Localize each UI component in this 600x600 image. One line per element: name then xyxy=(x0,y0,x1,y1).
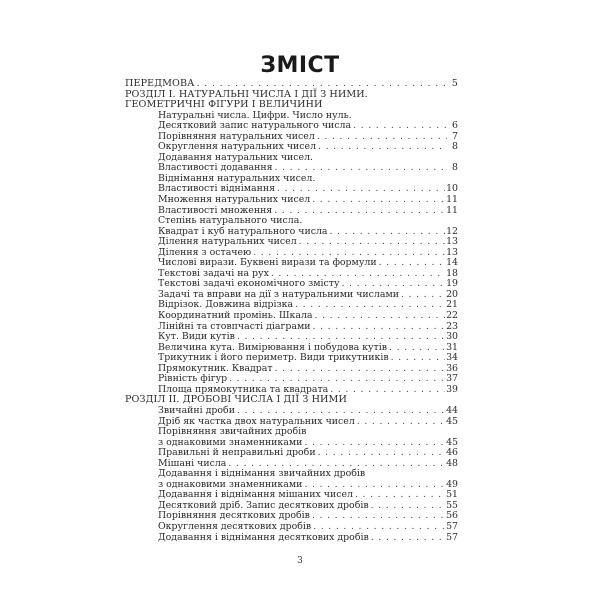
toc-entry-page: 11 xyxy=(446,204,458,216)
toc-entry-page: 10 xyxy=(446,183,458,195)
dot-leader xyxy=(195,79,447,90)
toc-entry-page: 5 xyxy=(451,78,458,89)
toc-entry xyxy=(125,311,458,322)
toc-entry-page: 34 xyxy=(446,352,458,364)
toc-entry-label: РОЗДІЛ ІІ. ДРОБОВІ ЧИСЛА І ДІЇ З НИМИ xyxy=(125,394,347,406)
toc-entry-page: 49 xyxy=(446,478,458,490)
toc-entry-page: 31 xyxy=(446,341,458,353)
dot-leader xyxy=(293,300,445,311)
toc-entry-label: Текстові задачі на рух xyxy=(158,267,269,279)
toc-entry-page: 23 xyxy=(446,320,458,332)
table-of-contents xyxy=(125,79,458,543)
toc-entry-page: 37 xyxy=(446,373,458,385)
page-title: ЗМІСТ xyxy=(260,53,340,78)
dot-leader xyxy=(313,311,446,322)
toc-entry-label: Десятковий дріб. Запис десяткових дробів xyxy=(158,499,369,511)
toc-entry-label: з однаковими знаменниками xyxy=(158,436,303,448)
toc-entry-label: Відрізок. Довжина відрізка xyxy=(158,299,294,311)
dot-leader xyxy=(328,227,446,238)
toc-entry-label: ПЕРЕДМОВА xyxy=(125,78,195,89)
toc-entry-page: 45 xyxy=(446,415,458,427)
toc-entry-label: Мішані числа xyxy=(158,457,227,469)
dot-leader xyxy=(399,290,445,301)
toc-entry-page: 7 xyxy=(452,130,458,142)
toc-entry-page: 46 xyxy=(446,447,458,459)
dot-leader xyxy=(316,142,447,153)
toc-entry xyxy=(125,533,458,544)
toc-entry-label: Віднімання натуральних чисел. xyxy=(158,172,316,184)
toc-entry-page: 6 xyxy=(452,120,458,132)
toc-entry-label: Ділення з остачею xyxy=(158,246,252,258)
toc-entry-label: Додавання і віднімання звичайних дробів xyxy=(158,468,366,480)
toc-entry-page: 14 xyxy=(446,257,458,269)
toc-entry xyxy=(125,406,458,417)
dot-leader xyxy=(310,195,445,206)
dot-leader xyxy=(389,353,445,364)
toc-entry-label: РОЗДІЛ І. НАТУРАЛЬНІ ЧИСЛА І ДІЇ З НИМИ. xyxy=(125,88,368,100)
toc-entry-label: Властивості множення xyxy=(158,204,273,216)
toc-entry xyxy=(125,522,458,533)
dot-leader xyxy=(377,258,445,269)
toc-entry-label: Додавання і віднімання десяткових дробів xyxy=(158,531,369,543)
toc-entry-label: Степінь натурального числа. xyxy=(158,215,303,227)
toc-entry-label: Десятковий запис натурального числа xyxy=(158,120,352,132)
toc-entry-label: з однаковими знаменниками xyxy=(158,478,303,490)
dot-leader xyxy=(369,501,445,512)
toc-entry-label: ГЕОМЕТРИЧНІ ФІГУРИ І ВЕЛИЧИНИ xyxy=(125,99,323,111)
dot-leader xyxy=(387,343,445,354)
toc-entry-page: 13 xyxy=(446,246,458,258)
dot-leader xyxy=(316,448,445,459)
toc-entry-label: Лінійні та стовпчасті діаграми xyxy=(158,320,311,332)
toc-entry-page: 57 xyxy=(446,520,458,532)
toc-entry-page: 22 xyxy=(446,310,458,322)
toc-entry-page: 51 xyxy=(446,489,458,501)
toc-entry-label: Трикутник і його периметр. Види трикутників xyxy=(158,352,389,364)
toc-entry-page: 19 xyxy=(446,278,458,290)
toc-entry-label: Порівняння натуральних чисел xyxy=(158,130,315,142)
toc-entry-label: Округлення десяткових дробів xyxy=(158,520,312,532)
toc-entry-label: Числові вирази. Буквені вирази та формули xyxy=(158,257,377,269)
toc-entry-page: 30 xyxy=(446,331,458,343)
dot-leader xyxy=(369,533,445,544)
toc-entry-label: Округлення натуральних чисел xyxy=(158,141,317,153)
dot-leader xyxy=(351,121,447,132)
toc-entry-page: 8 xyxy=(452,141,458,153)
toc-entry-page: 11 xyxy=(446,194,458,206)
toc-entry-label: Додавання натуральних чисел. xyxy=(158,151,314,163)
toc-entry-page: 44 xyxy=(446,404,458,416)
toc-entry-label: Величина кута. Вимірювання і побудова кутів xyxy=(158,341,388,353)
toc-entry-page: 57 xyxy=(446,531,458,543)
toc-entry-page: 39 xyxy=(446,383,458,395)
toc-entry-page: 36 xyxy=(446,362,458,374)
dot-leader xyxy=(355,417,445,428)
toc-entry-label: Ділення натуральних чисел xyxy=(158,236,297,248)
toc-entry-label: Координатний промінь. Шкала xyxy=(158,310,313,322)
dot-leader xyxy=(311,322,446,333)
toc-entry-label: Дріб як частка двох натуральних чисел xyxy=(158,415,355,427)
toc-entry-page: 8 xyxy=(452,162,458,174)
toc-entry-label: Властивості додавання xyxy=(158,162,273,174)
toc-entry-page: 48 xyxy=(446,457,458,469)
toc-entry-page: 18 xyxy=(446,267,458,279)
toc-entry-label: Текстові задачі економічного змісту xyxy=(158,278,340,290)
toc-entry-page: 45 xyxy=(446,436,458,448)
dot-leader xyxy=(302,438,445,449)
toc-entry-label: Правильні й неправильні дроби xyxy=(158,447,316,459)
toc-entry-label: Порівняння звичайних дробів xyxy=(158,426,307,438)
toc-entry-label: Натуральні числа. Цифри. Число нуль. xyxy=(158,109,352,121)
dot-leader xyxy=(235,406,445,417)
toc-entry-label: Задачі та вправи на дії з натуральними числами xyxy=(158,288,399,300)
dot-leader xyxy=(311,522,445,533)
toc-entry-label: Квадрат і куб натурального числа xyxy=(158,225,328,237)
toc-entry-page: 20 xyxy=(446,288,458,300)
toc-entry-label: Кут. Види кутів xyxy=(158,331,235,343)
dot-leader xyxy=(297,237,445,248)
toc-entry-page: 21 xyxy=(446,299,458,311)
toc-entry xyxy=(125,195,458,206)
toc-entry xyxy=(125,427,458,438)
page-number: 3 xyxy=(297,556,303,566)
toc-entry-label: Порівняння десяткових дробів xyxy=(158,510,310,522)
toc-entry-label: Площа прямокутника та квадрата xyxy=(158,383,329,395)
toc-section-entry xyxy=(125,79,458,90)
toc-entry-label: Властивості віднімання xyxy=(158,183,276,195)
toc-entry-page: 12 xyxy=(446,225,458,237)
dot-leader xyxy=(310,511,445,522)
toc-entry-page: 55 xyxy=(446,499,458,511)
toc-entry-label: Множення натуральних чисел xyxy=(158,194,311,206)
toc-entry-label: Рівність фігур xyxy=(158,373,228,385)
toc-entry-page: 13 xyxy=(446,236,458,248)
toc-entry-label: Прямокутник. Квадрат xyxy=(158,362,273,374)
toc-entry-page: 56 xyxy=(446,510,458,522)
toc-entry-label: Додавання і віднімання мішаних чисел xyxy=(158,489,353,501)
dot-leader xyxy=(315,132,447,143)
dot-leader xyxy=(273,364,445,375)
toc-entry-label: Звичайні дроби xyxy=(158,404,235,416)
